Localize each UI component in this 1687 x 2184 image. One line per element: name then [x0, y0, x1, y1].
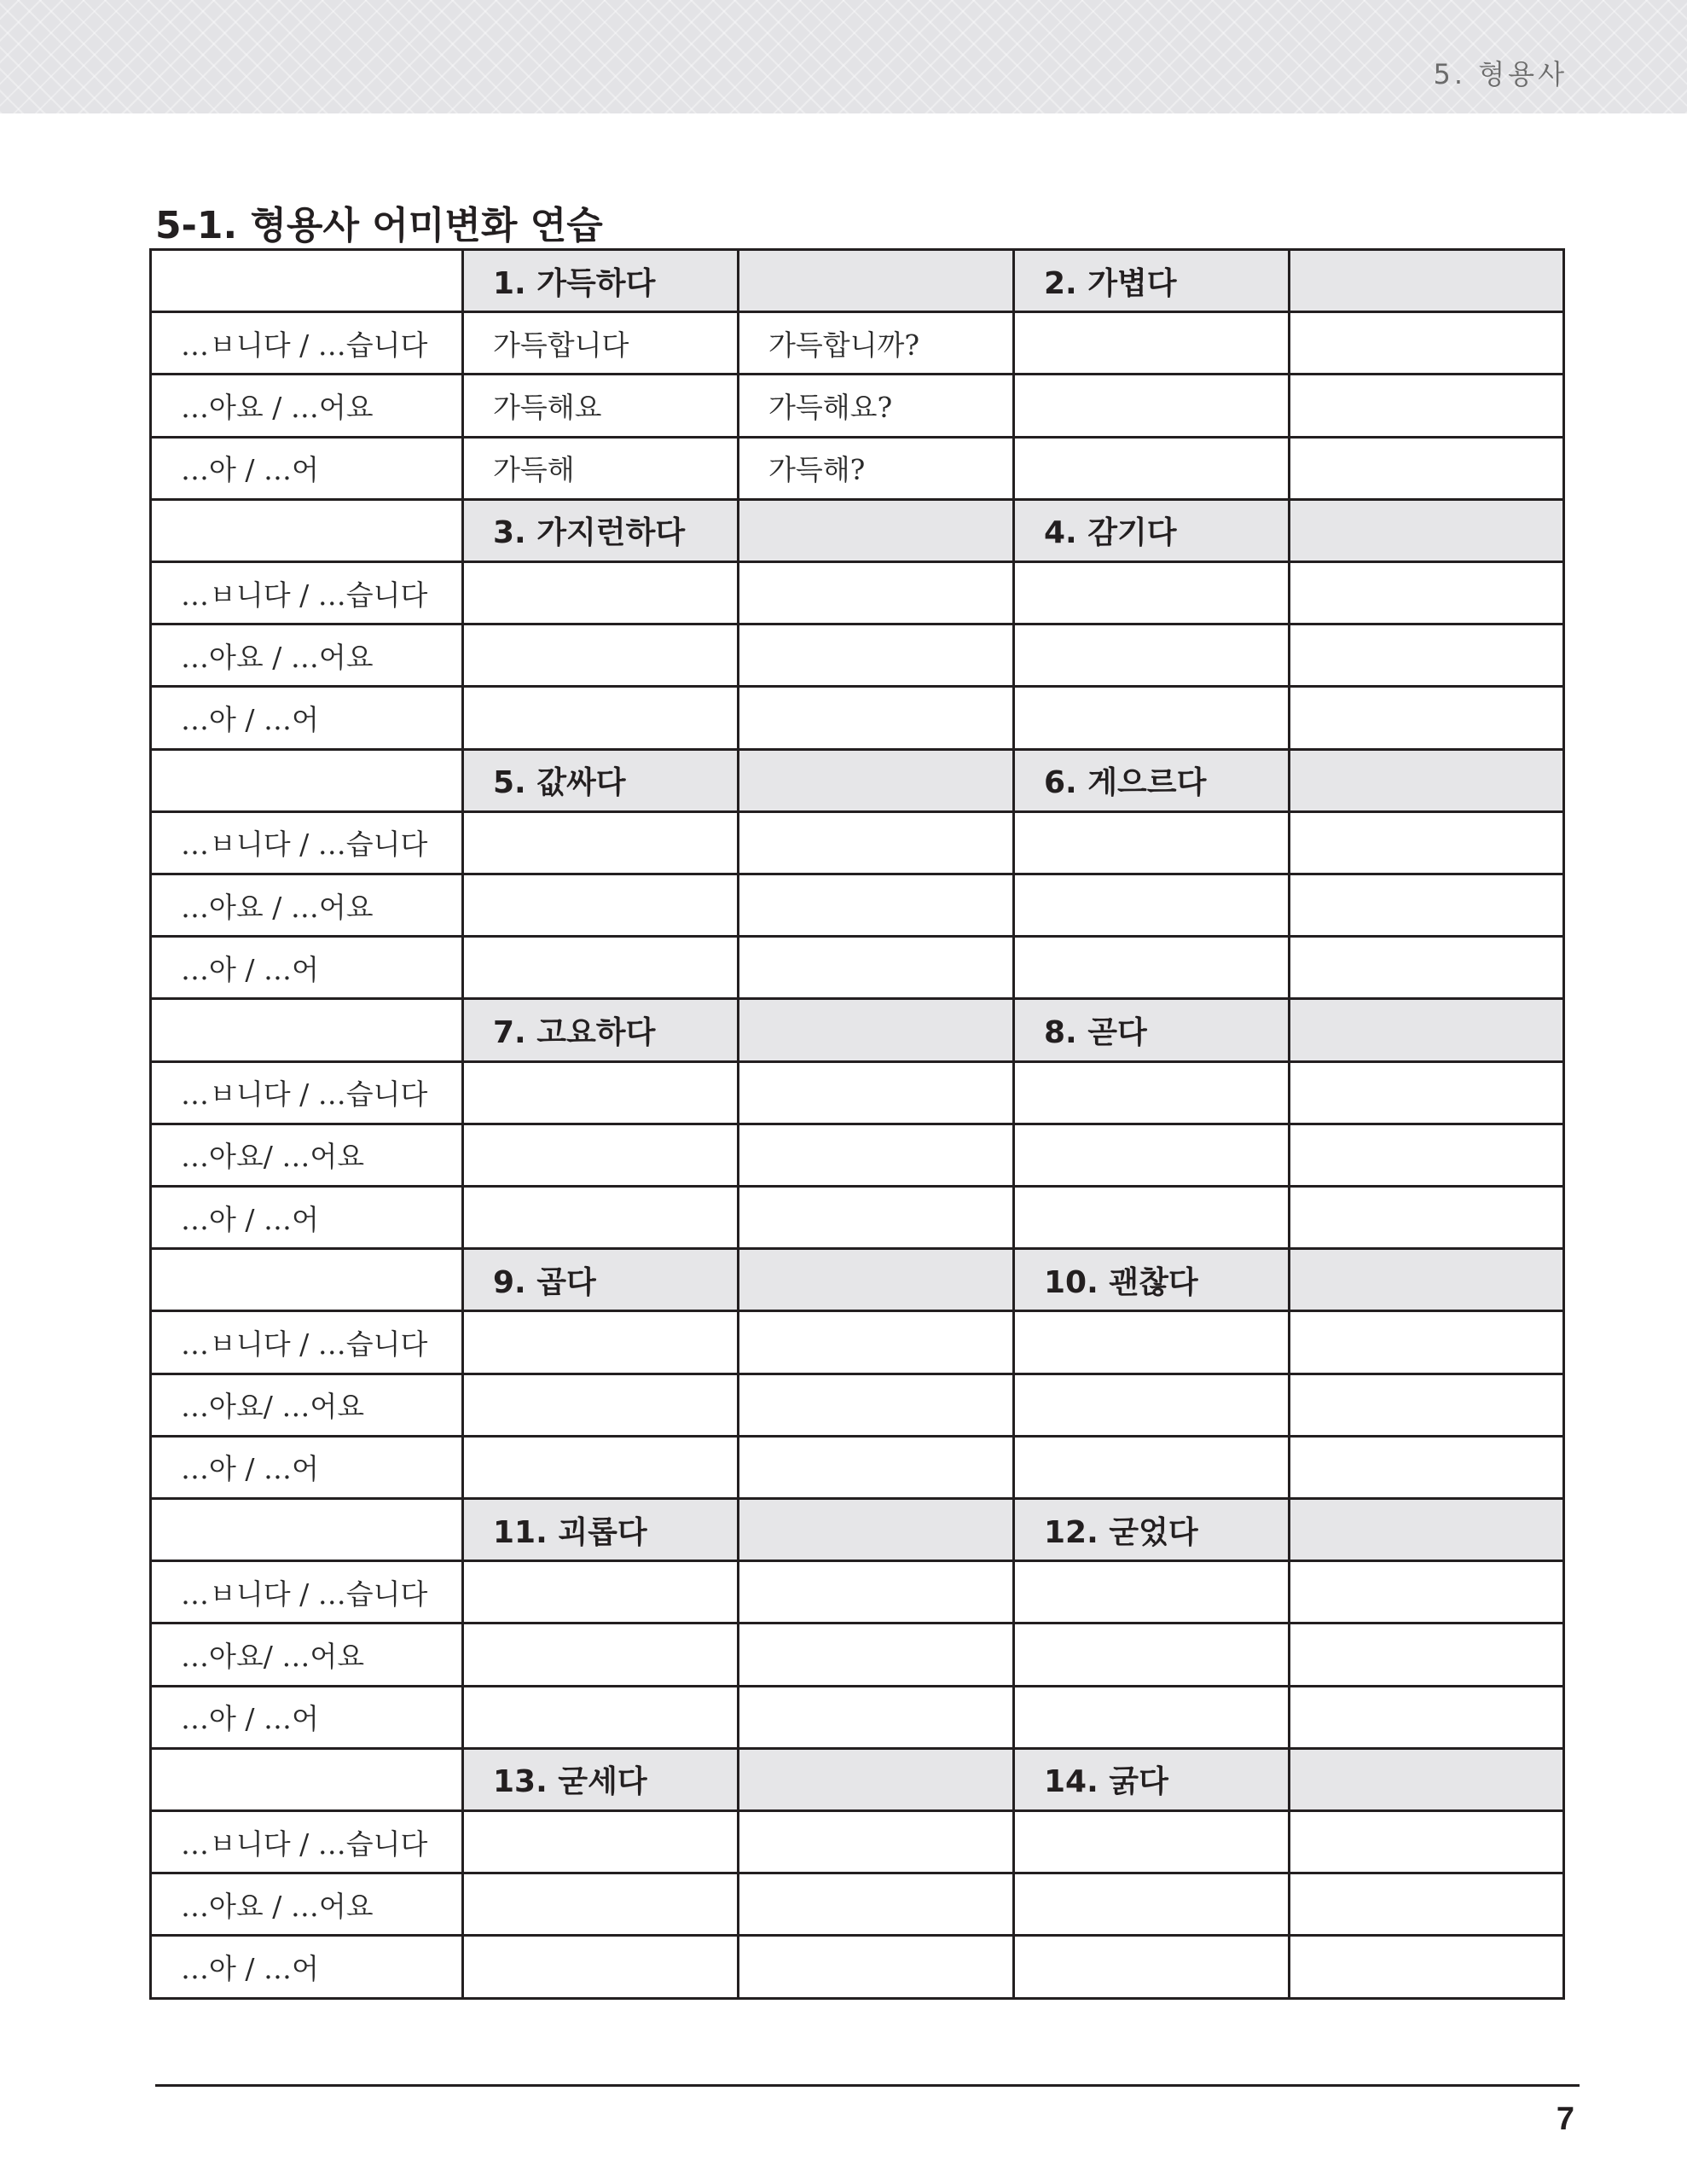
answer-cell[interactable]	[739, 1311, 1014, 1374]
conjugation-row	[151, 312, 1564, 375]
ending-form-label: …아요/ …어요	[151, 1124, 463, 1186]
answer-cell[interactable]	[1290, 1374, 1564, 1436]
answer-cell[interactable]	[739, 624, 1014, 687]
answer-cell[interactable]: 가득합니까?	[739, 312, 1014, 375]
answer-cell[interactable]	[739, 1374, 1014, 1436]
answer-cell[interactable]	[1014, 937, 1290, 999]
ending-form-label: …아 / …어	[151, 1436, 463, 1498]
word-header-row	[151, 1499, 1564, 1561]
answer-cell[interactable]	[1014, 1374, 1290, 1436]
conjugation-row	[151, 937, 1564, 999]
answer-cell[interactable]	[1014, 1311, 1290, 1374]
header-empty-cell	[1290, 1499, 1564, 1561]
conjugation-row	[151, 1686, 1564, 1748]
answer-cell[interactable]	[1290, 1124, 1564, 1186]
word-header-row	[151, 1748, 1564, 1810]
answer-cell[interactable]	[1014, 687, 1290, 749]
conjugation-row	[151, 1936, 1564, 1999]
answer-cell[interactable]	[463, 1124, 739, 1186]
conjugation-row	[151, 1436, 1564, 1498]
answer-cell[interactable]	[1290, 687, 1564, 749]
answer-cell[interactable]	[1290, 1936, 1564, 1999]
ending-form-label: …아요 / …어요	[151, 874, 463, 937]
answer-cell[interactable]	[739, 811, 1014, 874]
answer-cell[interactable]	[1014, 1061, 1290, 1124]
answer-cell[interactable]	[1290, 811, 1564, 874]
footer-rule	[155, 2084, 1580, 2087]
word-header-row	[151, 499, 1564, 561]
answer-cell[interactable]	[739, 1124, 1014, 1186]
answer-cell[interactable]	[1290, 1686, 1564, 1748]
row-label-empty	[151, 999, 463, 1061]
header-empty-cell	[1290, 250, 1564, 312]
word-header-row	[151, 1249, 1564, 1311]
answer-cell[interactable]	[1290, 1436, 1564, 1498]
answer-cell[interactable]	[463, 1686, 739, 1748]
answer-cell[interactable]	[739, 1936, 1014, 1999]
answer-cell[interactable]	[1014, 1187, 1290, 1249]
answer-cell[interactable]	[1014, 624, 1290, 687]
conjugation-row	[151, 624, 1564, 687]
answer-cell[interactable]	[463, 1811, 739, 1873]
conjugation-row	[151, 1873, 1564, 1936]
answer-cell[interactable]	[463, 1873, 739, 1936]
answer-cell[interactable]	[463, 1187, 739, 1249]
ending-form-label: …ㅂ니다 / …습니다	[151, 1811, 463, 1873]
answer-cell[interactable]	[1014, 1811, 1290, 1873]
ending-form-label: …ㅂ니다 / …습니다	[151, 1061, 463, 1124]
header-empty-cell	[739, 499, 1014, 561]
conjugation-row	[151, 687, 1564, 749]
answer-cell[interactable]	[1014, 811, 1290, 874]
answer-cell[interactable]: 가득해요?	[739, 375, 1014, 437]
answer-cell[interactable]	[463, 1623, 739, 1686]
answer-cell[interactable]	[463, 811, 739, 874]
adjective-word: 5. 값싸다	[463, 749, 739, 811]
row-label-empty	[151, 1499, 463, 1561]
answer-cell[interactable]	[463, 687, 739, 749]
adjective-word: 9. 곱다	[463, 1249, 739, 1311]
answer-cell[interactable]	[463, 1561, 739, 1623]
header-empty-cell	[739, 1499, 1014, 1561]
answer-cell[interactable]	[1290, 874, 1564, 937]
header-empty-cell	[1290, 1748, 1564, 1810]
adjective-word: 1. 가득하다	[463, 250, 739, 312]
answer-cell[interactable]	[1014, 874, 1290, 937]
answer-cell[interactable]	[739, 1436, 1014, 1498]
ending-form-label: …ㅂ니다 / …습니다	[151, 1311, 463, 1374]
row-label-empty	[151, 1249, 463, 1311]
conjugation-row	[151, 1811, 1564, 1873]
adjective-word: 13. 굳세다	[463, 1748, 739, 1810]
adjective-word: 3. 가지런하다	[463, 499, 739, 561]
answer-cell[interactable]	[1290, 624, 1564, 687]
conjugation-row	[151, 375, 1564, 437]
answer-cell[interactable]	[739, 1623, 1014, 1686]
answer-cell[interactable]	[1014, 562, 1290, 624]
answer-cell[interactable]	[1014, 1936, 1290, 1999]
header-empty-cell	[739, 999, 1014, 1061]
answer-cell[interactable]	[739, 1811, 1014, 1873]
answer-cell[interactable]	[1014, 1623, 1290, 1686]
adjective-word: 4. 감기다	[1014, 499, 1290, 561]
answer-cell[interactable]	[1290, 937, 1564, 999]
answer-cell[interactable]: 가득해?	[739, 437, 1014, 499]
answer-cell[interactable]	[739, 1873, 1014, 1936]
conjugation-row	[151, 1561, 1564, 1623]
word-header-row	[151, 999, 1564, 1061]
answer-cell[interactable]	[1014, 1124, 1290, 1186]
row-label-empty	[151, 499, 463, 561]
answer-cell[interactable]	[739, 562, 1014, 624]
answer-cell[interactable]	[1290, 312, 1564, 375]
ending-form-label: …아 / …어	[151, 937, 463, 999]
adjective-word: 10. 괜찮다	[1014, 1249, 1290, 1311]
adjective-word: 7. 고요하다	[463, 999, 739, 1061]
answer-cell[interactable]: 가득해요	[463, 375, 739, 437]
header-empty-cell	[739, 749, 1014, 811]
conjugation-row	[151, 1623, 1564, 1686]
answer-cell[interactable]	[739, 937, 1014, 999]
word-header-row	[151, 749, 1564, 811]
conjugation-row	[151, 874, 1564, 937]
answer-cell[interactable]	[1290, 1061, 1564, 1124]
answer-cell[interactable]	[739, 1061, 1014, 1124]
header-empty-cell	[739, 1249, 1014, 1311]
answer-cell[interactable]	[1290, 1187, 1564, 1249]
answer-cell[interactable]	[1014, 1686, 1290, 1748]
answer-cell[interactable]	[463, 874, 739, 937]
ending-form-label: …ㅂ니다 / …습니다	[151, 312, 463, 375]
answer-cell[interactable]	[1290, 437, 1564, 499]
ending-form-label: …아요 / …어요	[151, 375, 463, 437]
ending-form-label: …아 / …어	[151, 1936, 463, 1999]
answer-cell[interactable]	[1014, 1873, 1290, 1936]
conjugation-row	[151, 1311, 1564, 1374]
conjugation-row	[151, 1124, 1564, 1186]
ending-form-label: …ㅂ니다 / …습니다	[151, 811, 463, 874]
adjective-word: 14. 굵다	[1014, 1748, 1290, 1810]
answer-cell[interactable]	[1290, 1811, 1564, 1873]
row-label-empty	[151, 749, 463, 811]
answer-cell[interactable]	[1290, 375, 1564, 437]
answer-cell[interactable]	[1290, 1873, 1564, 1936]
answer-cell[interactable]: 가득합니다	[463, 312, 739, 375]
answer-cell[interactable]	[1290, 562, 1564, 624]
answer-cell[interactable]	[1290, 1623, 1564, 1686]
ending-form-label: …아요 / …어요	[151, 1873, 463, 1936]
answer-cell[interactable]	[463, 1436, 739, 1498]
section-title: 5-1. 형용사 어미변화 연습	[155, 204, 603, 247]
conjugation-row	[151, 562, 1564, 624]
running-header: 5. 형용사	[1433, 58, 1568, 90]
answer-cell[interactable]	[463, 1311, 739, 1374]
page-number: 7	[1556, 2101, 1574, 2137]
answer-cell[interactable]	[463, 624, 739, 687]
answer-cell[interactable]	[739, 1187, 1014, 1249]
header-empty-cell	[739, 1748, 1014, 1810]
answer-cell[interactable]	[739, 874, 1014, 937]
answer-cell[interactable]	[1290, 1311, 1564, 1374]
ending-form-label: …아 / …어	[151, 687, 463, 749]
header-empty-cell	[739, 250, 1014, 312]
ending-form-label: …아요/ …어요	[151, 1374, 463, 1436]
header-empty-cell	[1290, 749, 1564, 811]
answer-cell[interactable]	[463, 1061, 739, 1124]
answer-cell[interactable]	[1290, 1561, 1564, 1623]
conjugation-row	[151, 437, 1564, 499]
ending-form-label: …ㅂ니다 / …습니다	[151, 562, 463, 624]
conjugation-row	[151, 1374, 1564, 1436]
answer-cell[interactable]	[1014, 437, 1290, 499]
header-empty-cell	[1290, 999, 1564, 1061]
conjugation-row	[151, 1061, 1564, 1124]
answer-cell[interactable]	[1014, 1561, 1290, 1623]
answer-cell[interactable]	[739, 687, 1014, 749]
adjective-word: 11. 괴롭다	[463, 1499, 739, 1561]
adjective-word: 2. 가볍다	[1014, 250, 1290, 312]
header-empty-cell	[1290, 499, 1564, 561]
ending-form-label: …아 / …어	[151, 1187, 463, 1249]
answer-cell[interactable]	[739, 1686, 1014, 1748]
answer-cell[interactable]: 가득해	[463, 437, 739, 499]
answer-cell[interactable]	[1014, 375, 1290, 437]
adjective-word: 8. 곧다	[1014, 999, 1290, 1061]
row-label-empty	[151, 1748, 463, 1810]
answer-cell[interactable]	[463, 562, 739, 624]
adjective-word: 12. 굳었다	[1014, 1499, 1290, 1561]
ending-form-label: …아요 / …어요	[151, 624, 463, 687]
conjugation-row	[151, 811, 1564, 874]
answer-cell[interactable]	[463, 1374, 739, 1436]
answer-cell[interactable]	[739, 1561, 1014, 1623]
ending-form-label: …아 / …어	[151, 437, 463, 499]
answer-cell[interactable]	[1014, 1436, 1290, 1498]
answer-cell[interactable]	[1014, 312, 1290, 375]
word-header-row	[151, 250, 1564, 312]
ending-form-label: …아 / …어	[151, 1686, 463, 1748]
adjective-word: 6. 게으르다	[1014, 749, 1290, 811]
answer-cell[interactable]	[463, 1936, 739, 1999]
conjugation-row	[151, 1187, 1564, 1249]
conjugation-practice-table	[149, 248, 1565, 2000]
header-empty-cell	[1290, 1249, 1564, 1311]
answer-cell[interactable]	[463, 937, 739, 999]
ending-form-label: …아요/ …어요	[151, 1623, 463, 1686]
ending-form-label: …ㅂ니다 / …습니다	[151, 1561, 463, 1623]
row-label-empty	[151, 250, 463, 312]
